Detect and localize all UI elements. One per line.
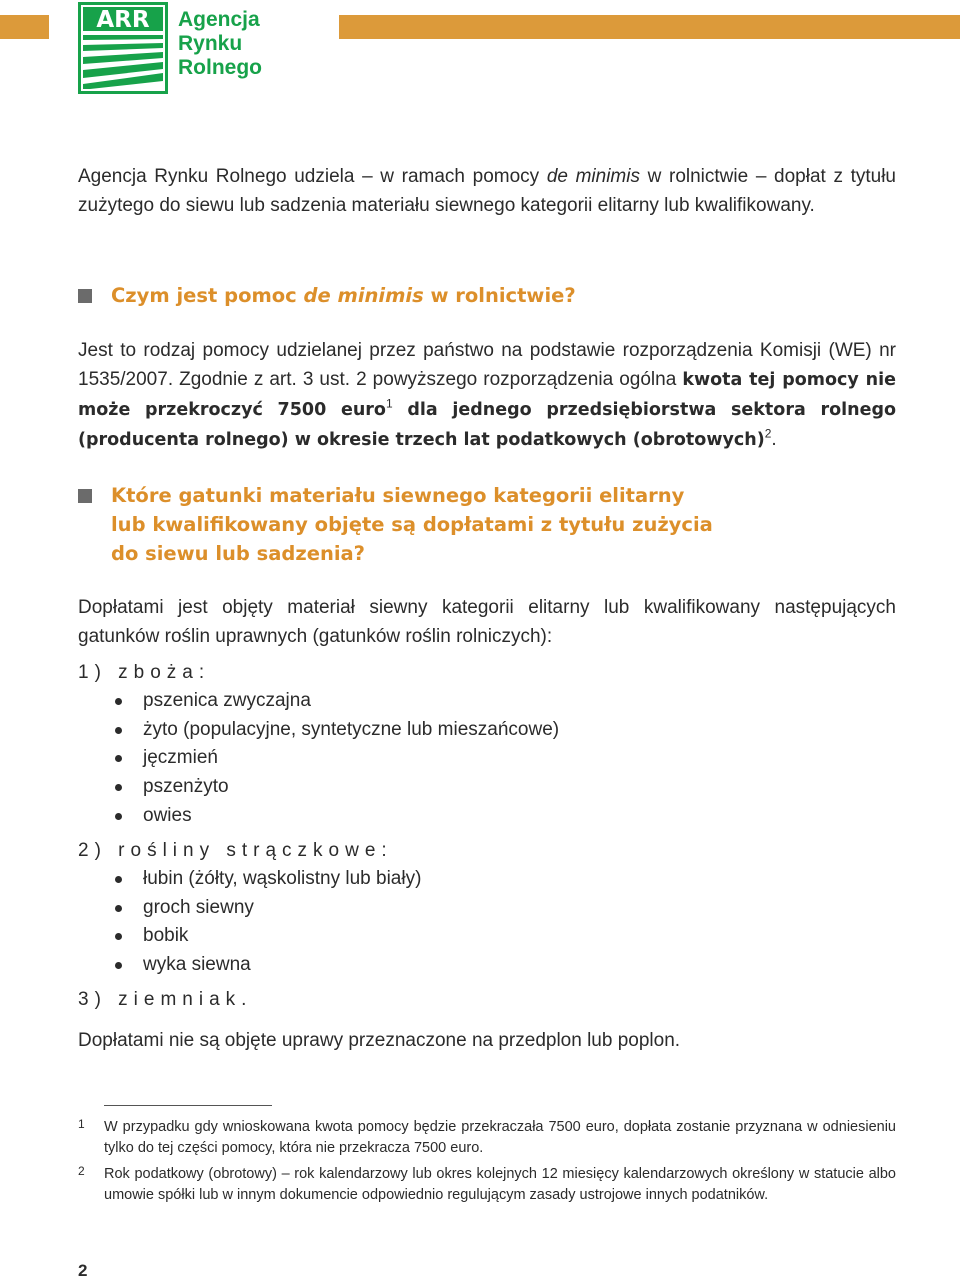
intro-paragraph xyxy=(78,162,896,220)
footnote-text: W przypadku gdy wnioskowana kwota pomocy będzie przekraczała 7500 euro, dopłata zostanie przyznana w odniesieniu tylko do tej części pomocy, która nie przekracza 7500 euro. xyxy=(104,1119,896,1156)
list-item: bobik xyxy=(78,922,896,951)
category-legumes xyxy=(78,836,896,980)
species-list xyxy=(78,687,896,830)
list-item: jęczmień xyxy=(78,744,896,773)
heading-text: Czym jest pomoc xyxy=(111,284,304,307)
heading-line: do siewu lub sadzenia? xyxy=(111,542,365,565)
arr-logo xyxy=(78,2,262,94)
heading-text-cont: w rolnictwie? xyxy=(423,284,576,307)
section1-paragraph xyxy=(78,336,896,455)
logo-abbr: ARR xyxy=(96,7,150,33)
header-band-left xyxy=(0,15,49,39)
intro-text: Agencja Rynku Rolnego udziela – w ramach pomocy xyxy=(78,166,547,187)
page-number: 2 xyxy=(78,1261,88,1280)
footnote-ref-1: 1 xyxy=(385,396,393,411)
section1-end: . xyxy=(771,429,777,450)
footnote-ref-2: 2 xyxy=(764,426,772,441)
category-label: 1) zboża: xyxy=(78,662,211,683)
closing-paragraph xyxy=(78,1026,896,1055)
list-item: wyka siewna xyxy=(78,951,896,980)
list-item: żyto (populacyjne, syntetyczne lub mieszańcowe) xyxy=(78,716,896,745)
section-heading-de-minimis xyxy=(78,281,576,310)
footnote-number: 2 xyxy=(78,1164,85,1178)
logo-name xyxy=(178,8,262,80)
list-item: pszenica zwyczajna xyxy=(78,687,896,716)
section-heading-species xyxy=(78,481,713,568)
category-cereals xyxy=(78,658,896,830)
closing-text: Dopłatami nie są objęte uprawy przeznaczone na przedplon lub poplon. xyxy=(78,1030,681,1051)
square-bullet-icon xyxy=(78,289,92,303)
heading-line: lub kwalifikowany objęte są dopłatami z tytułu zużycia xyxy=(111,513,713,536)
footnote-2 xyxy=(78,1164,896,1206)
section1-bold: kwota tej pomocy nie może przekroczyć 7500 euro xyxy=(78,370,896,420)
footnote-text: Rok podatkowy (obrotowy) – rok kalendarzowy lub okres kolejnych 12 miesięcy kalendarzowych określony w statucie albo umowie spółki lub w innym dokumencie odpowiednio regulującym zasady ustrojowe innych podatników. xyxy=(104,1166,896,1203)
list-item: pszenżyto xyxy=(78,773,896,802)
list-item: łubin (żółty, wąskolistny lub biały) xyxy=(78,865,896,894)
category-label: 2) rośliny strączkowe: xyxy=(78,840,393,861)
logo-name-line: Rynku xyxy=(178,32,243,55)
logo-name-line: Agencja xyxy=(178,8,260,31)
category-potato xyxy=(78,985,896,1014)
intro-text-cont: w rolnictwie – dopłat z tytułu zużytego do siewu lub sadzenia materiału siewnego kategorii elitarny lub kwalifikowany. xyxy=(78,166,896,216)
category-label: 3) ziemniak. xyxy=(78,989,253,1010)
intro-italic: de minimis xyxy=(546,166,640,187)
section2-paragraph xyxy=(78,593,896,651)
heading-italic: de minimis xyxy=(303,284,424,307)
footnote-1 xyxy=(78,1117,896,1159)
header-band-right xyxy=(339,15,960,39)
footnote-number: 1 xyxy=(78,1117,85,1131)
arr-logo-mark-icon xyxy=(78,2,168,94)
footnote-divider xyxy=(104,1105,272,1106)
section1-text: Jest to rodzaj pomocy udzielanej przez państwo na podstawie rozporządzenia Komisji (WE) nr 1535/2007. Zgodnie z art. 3 ust. 2 powyższego rozporządzenia ogólna xyxy=(78,340,896,390)
section1-bold-cont: dla jednego przedsiębiorstwa sektora rolnego (producenta rolnego) w okresie trzech lat podatkowych (obrotowych) xyxy=(78,400,896,450)
heading-line: Które gatunki materiału siewnego kategorii elitarny xyxy=(111,484,685,507)
square-bullet-icon xyxy=(78,489,92,503)
section2-text: Dopłatami jest objęty materiał siewny kategorii elitarny lub kwalifikowany następujących gatunków roślin uprawnych (gatunków roślin rolniczych): xyxy=(78,597,896,647)
list-item: groch siewny xyxy=(78,894,896,923)
list-item: owies xyxy=(78,802,896,831)
species-list xyxy=(78,865,896,980)
logo-name-line: Rolnego xyxy=(178,56,262,79)
